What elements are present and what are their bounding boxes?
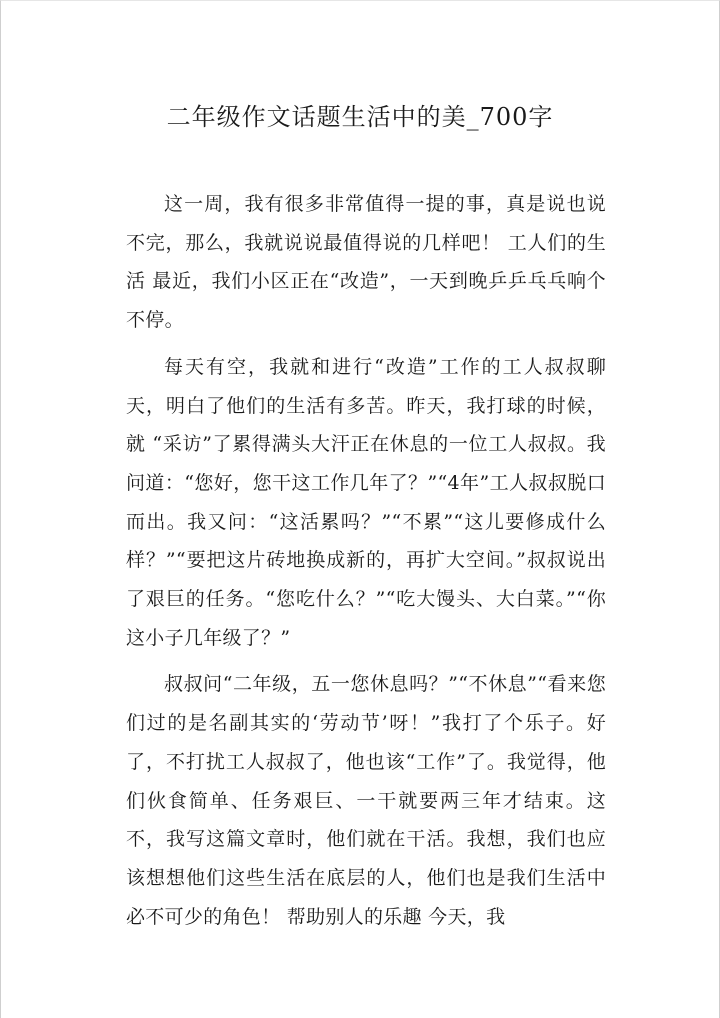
document-title: 二年级作文话题生活中的美_700字 [166, 103, 554, 131]
paragraph-1: 这一周，我有很多非常值得一提的事，真是说也说不完，那么，我就说说最值得说的几样吧！ 工人们的生活 最近，我们小区正在“改造”，一天到晚乒乒乓乓响个不停。 [126, 193, 606, 332]
document-body [126, 185, 606, 944]
paragraph-3: 叔叔问“二年级，五一您休息吗？”“不休息”“看来您们过的是名副其实的‘劳动节’呀！”我打了个乐子。好了，不打扰工人叔叔了，他也该“工作”了。我觉得，他们伙食简单、任务艰巨、一干就要两三年才结束。这不，我写这篇文章时，他们就在干活。我想，我们也应该想想他们这些生活在底层的人，他们也是我们生活中必不可少的角色！ 帮助别人的乐趣 今天，我 [126, 673, 606, 928]
paragraph-2: 每天有空，我就和进行“改造”工作的工人叔叔聊天，明白了他们的生活有多苦。昨天，我打球的时候，就 “采访”了累得满头大汗正在休息的一位工人叔叔。我问道：“您好，您干这工作几年了？”“4年”工人叔叔脱口而出。我又问：“这活累吗？”“不累”“这儿要修成什么样？”“要把这片砖地换成新的，再扩大空间。”叔叔说出了艰巨的任务。“您吃什么？”“吃大馒头、大白菜。”“你这小子几年级了？” [126, 355, 606, 649]
